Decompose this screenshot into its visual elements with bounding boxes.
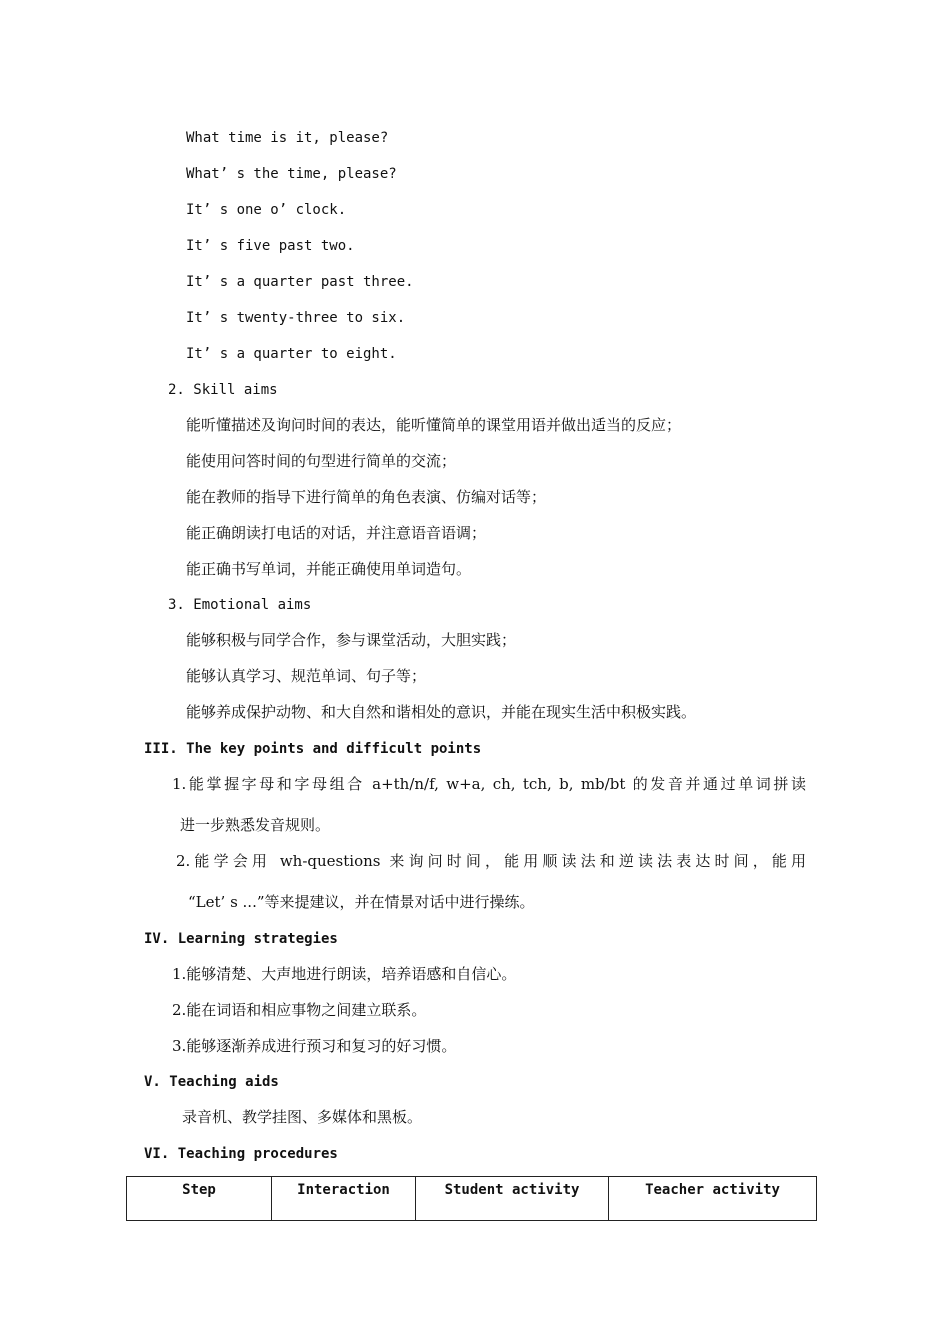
skill-aims-heading: 2. Skill aims bbox=[168, 382, 278, 398]
learning-strategy-item: 1.能够清楚、大声地进行朗读，培养语感和自信心。 bbox=[172, 965, 517, 983]
column-header-step: Step bbox=[127, 1177, 272, 1221]
table-header-row bbox=[127, 1177, 817, 1221]
emotional-aims-heading: 3. Emotional aims bbox=[168, 597, 312, 613]
key-point-1-line-1: 1.能掌握字母和字母组合 a+th/n/f, w+a, ch, tch, b, mb/bt 的发音并通过单词拼读 bbox=[172, 775, 806, 793]
column-header-student-activity: Student activity bbox=[416, 1177, 609, 1221]
skill-aim-item: 能听懂描述及询问时间的表达，能听懂简单的课堂用语并做出适当的反应； bbox=[186, 416, 682, 434]
learning-strategy-item: 2.能在词语和相应事物之间建立联系。 bbox=[172, 1001, 427, 1019]
phrase-line: What time is it, please? bbox=[186, 130, 389, 146]
key-point-1-line-2: 进一步熟悉发音规则。 bbox=[180, 816, 331, 834]
phrase-line: It’ s five past two. bbox=[186, 238, 355, 254]
key-points-heading: III. The key points and difficult points bbox=[144, 741, 482, 757]
column-header-teacher-activity: Teacher activity bbox=[609, 1177, 817, 1221]
key-point-2-line-1: 2.能学会用 wh-questions 来询问时间，能用顺读法和逆读法表达时间，能用 bbox=[176, 852, 806, 870]
emotional-aim-item: 能够养成保护动物、和大自然和谐相处的意识，并能在现实生活中积极实践。 bbox=[186, 703, 697, 721]
phrase-line: It’ s a quarter past three. bbox=[186, 274, 414, 290]
skill-aim-item: 能使用问答时间的句型进行简单的交流； bbox=[186, 452, 457, 470]
emotional-aim-item: 能够积极与同学合作，参与课堂活动，大胆实践； bbox=[186, 631, 517, 649]
teaching-procedures-heading: VI. Teaching procedures bbox=[144, 1146, 338, 1162]
skill-aim-item: 能正确书写单词，并能正确使用单词造句。 bbox=[186, 560, 472, 578]
skill-aim-item: 能在教师的指导下进行简单的角色表演、仿编对话等； bbox=[186, 488, 547, 506]
skill-aim-item: 能正确朗读打电话的对话，并注意语音语调； bbox=[186, 524, 487, 542]
teaching-aids-heading: V. Teaching aids bbox=[144, 1074, 279, 1090]
phrase-line: It’ s twenty-three to six. bbox=[186, 310, 406, 326]
emotional-aim-item: 能够认真学习、规范单词、句子等； bbox=[186, 667, 427, 685]
phrase-line: What’ s the time, please? bbox=[186, 166, 397, 182]
learning-strategy-item: 3.能够逐渐养成进行预习和复习的好习惯。 bbox=[172, 1037, 457, 1055]
phrase-line: It’ s a quarter to eight. bbox=[186, 346, 397, 362]
teaching-aids-text: 录音机、教学挂图、多媒体和黑板。 bbox=[182, 1108, 423, 1126]
learning-strategies-heading: IV. Learning strategies bbox=[144, 931, 338, 947]
phrase-line: It’ s one o’ clock. bbox=[186, 202, 347, 218]
key-point-2-line-2: “Let’ s ...”等来提建议，并在情景对话中进行操练。 bbox=[188, 893, 535, 911]
column-header-interaction: Interaction bbox=[272, 1177, 416, 1221]
teaching-procedures-table bbox=[126, 1176, 817, 1221]
